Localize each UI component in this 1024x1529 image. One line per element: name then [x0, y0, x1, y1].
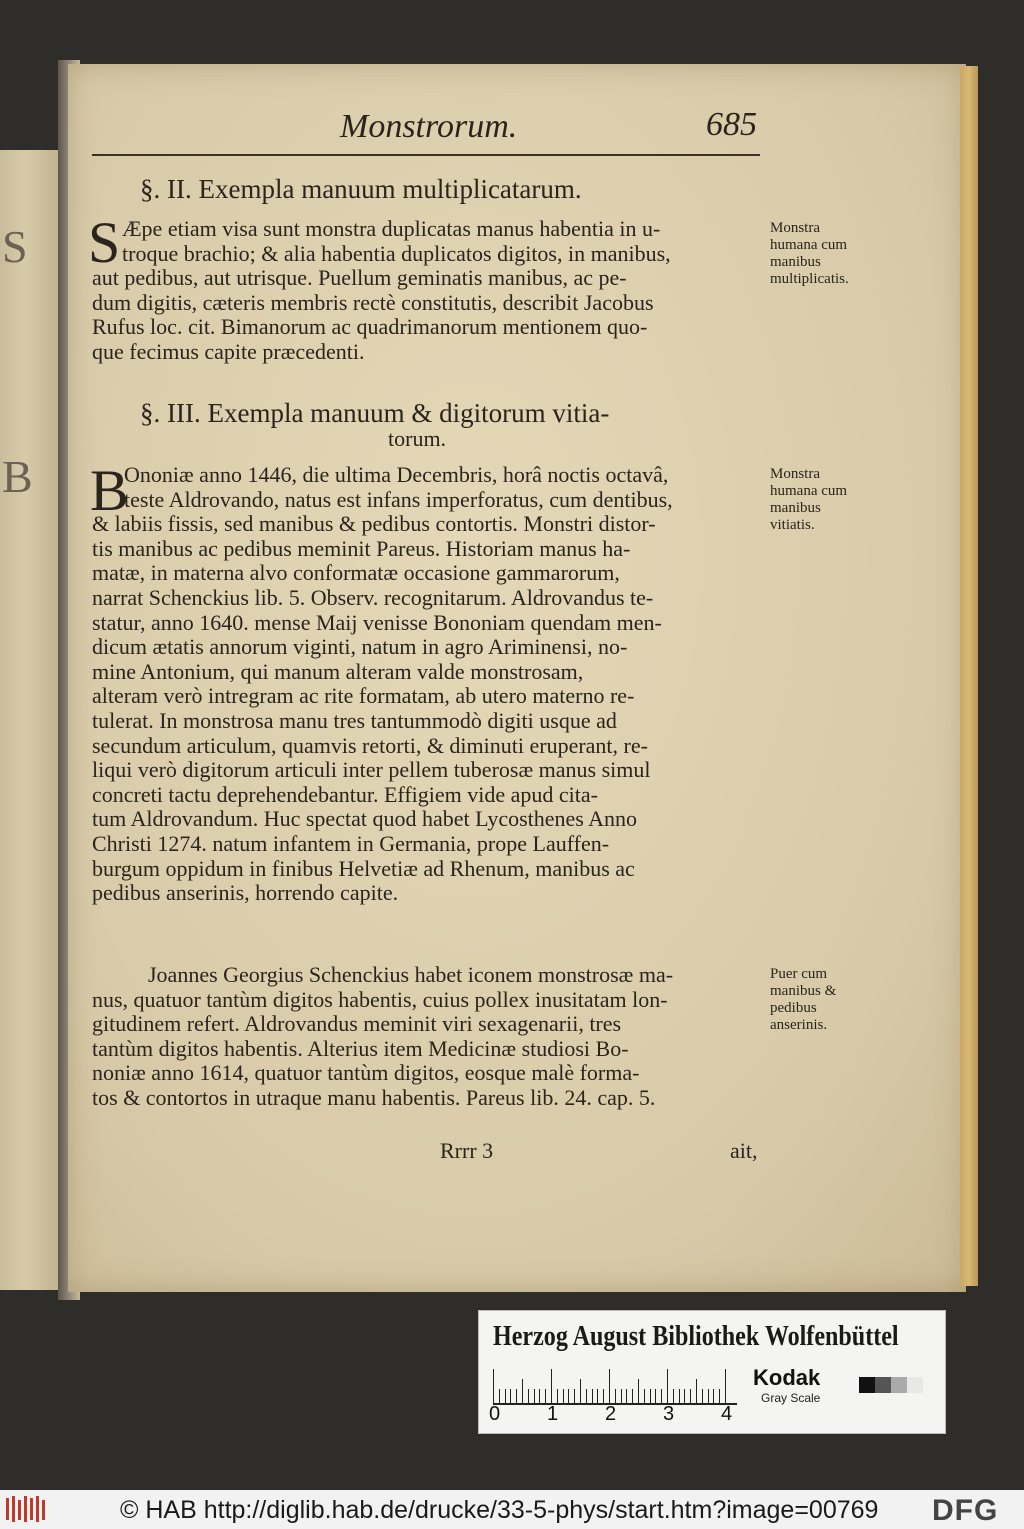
text-line: tulerat. In monstrosa manu tres tantummodò digiti usque ad [92, 708, 617, 733]
facing-page-edge: S B [0, 150, 62, 1290]
ruler-tick [568, 1389, 569, 1403]
text-line: Rufus loc. cit. Bimanorum ac quadrimanorum mentionem quo- [92, 314, 648, 339]
ruler-tick [696, 1379, 697, 1403]
ruler-tick [626, 1389, 627, 1403]
text-line: concreti tactu deprehendebantur. Effigiem vide apud cita- [92, 781, 598, 807]
signature-mark: Rrrr 3 [440, 1138, 494, 1163]
page-fore-edge [960, 66, 978, 1286]
ruler [493, 1367, 737, 1405]
text-line: troque brachio; & alia habentia duplicatos digitos, in manibus, [122, 240, 671, 266]
text-line: narrat Schenckius lib. 5. Observ. recognitarum. Aldrovandus te- [92, 585, 654, 610]
ruler-tick [679, 1389, 680, 1403]
text-line: dum digitis, cæteris membris rectè constitutis, describit Jacobus [92, 289, 654, 315]
kodak-brand: Kodak [753, 1365, 821, 1390]
text-line: Ononiæ anno 1446, die ultima Decembris, horâ noctis octavâ, [124, 462, 669, 487]
text-line: secundum articulum, quamvis retorti, & diminuti eruperant, re- [92, 732, 648, 758]
section-heading-3-line1: §. III. Exempla manuum & digitorum vitia- [140, 398, 610, 428]
ruler-tick [684, 1389, 685, 1403]
ruler-tick [528, 1389, 529, 1403]
ruler-tick [615, 1389, 616, 1403]
ruler-number: 3 [663, 1403, 675, 1425]
footer-url[interactable]: © HAB http://diglib.hab.de/drucke/33-5-phys/start.htm?image=00769 [120, 1496, 879, 1524]
ruler-tick [708, 1389, 709, 1403]
ruler-tick [499, 1389, 500, 1403]
ruler-tick [661, 1389, 662, 1403]
gray-scale-label: Gray Scale [761, 1391, 821, 1405]
ruler-tick [609, 1369, 610, 1403]
ruler-tick [644, 1389, 645, 1403]
ruler-tick [713, 1389, 714, 1403]
text-line: noniæ anno 1614, quatuor tantùm digitos, eosque malè forma- [92, 1060, 640, 1086]
ruler-tick [702, 1389, 703, 1403]
margin-note-3: Puer cum manibus & pedibus anserinis. [770, 966, 837, 1033]
text-line: Christi 1274. natum infantem in Germania, prope Lauffen- [92, 831, 610, 856]
ruler-tick [603, 1389, 604, 1403]
running-head: Monstrorum. [340, 108, 518, 145]
ruler-tick [597, 1389, 598, 1403]
text-line: & labiis fissis, sed manibus & pedibus contortis. Monstri distor- [92, 511, 656, 537]
text-line: Æpe etiam visa sunt monstra duplicatas manus habentia in u- [122, 216, 661, 241]
ruler-tick [667, 1369, 668, 1403]
ruler-tick [539, 1389, 540, 1403]
text-line: teste Aldrovando, natus est infans imperforatus, cum dentibus, [124, 486, 673, 512]
ruler-tick [580, 1379, 581, 1403]
text-line: burgum oppidum in finibus Helvetiæ ad Rhenum, manibus ac [92, 855, 635, 881]
ruler-number: 1 [547, 1403, 559, 1425]
page-number: 685 [706, 106, 757, 143]
ruler-tick [563, 1389, 564, 1403]
drop-initial-s: S [88, 210, 121, 275]
ruler-tick [516, 1389, 517, 1403]
margin-note-2: Monstra humana cum manibus vitiatis. [770, 466, 848, 533]
ruler-tick [586, 1389, 587, 1403]
ruler-tick [574, 1389, 575, 1403]
text-line: pedibus anserinis, horrendo capite. [92, 880, 399, 906]
ruler-tick [505, 1389, 506, 1403]
card-title: Herzog August Bibliothek Wolfenbüttel [493, 1321, 899, 1352]
drop-initial-b: B [90, 458, 129, 523]
text-line: matæ, in materna alvo conformatæ occasione gammarorum, [92, 560, 620, 586]
text-line: que fecimus capite præcedenti. [92, 338, 365, 364]
ruler-tick [690, 1389, 691, 1403]
catchword: ait, [730, 1138, 758, 1163]
gray-swatches [859, 1377, 923, 1398]
margin-note-1: Monstra humana cum manibus multiplicatis. [770, 220, 849, 287]
ruler-tick [650, 1389, 651, 1403]
section-heading-2: §. II. Exempla manuum multiplicatarum. [140, 174, 582, 204]
ruler-tick [551, 1369, 552, 1403]
text-line: gitudinem refert. Aldrovandus meminit viri sexagenarii, tres [92, 1011, 622, 1037]
text-line: tantùm digitos habentis. Alterius item Medicinæ studiosi Bo- [92, 1035, 629, 1061]
ruler-tick [557, 1389, 558, 1403]
text-line: liqui verò digitorum articuli inter pellem tuberosæ manus simul [92, 757, 651, 783]
text-line: aut pedibus, aut utrisque. Puellum geminatis manibus, ac pe- [92, 265, 627, 290]
color-calibration-card [478, 1310, 946, 1434]
dfg-logo: DFG [932, 1494, 999, 1527]
footer-bar [0, 1490, 1024, 1529]
ruler-tick [534, 1389, 535, 1403]
ruler-number: 0 [489, 1403, 501, 1425]
text-line: dicum ætatis annorum viginti, natum in agro Ariminensi, no- [92, 634, 628, 660]
ruler-tick [545, 1389, 546, 1403]
ruler-tick [592, 1389, 593, 1403]
ruler-tick [632, 1389, 633, 1403]
ruler-tick [655, 1389, 656, 1403]
ruler-tick [673, 1389, 674, 1403]
text-line: Joannes Georgius Schenckius habet iconem monstrosæ ma- [148, 962, 674, 987]
text-line: tum Aldrovandum. Huc spectat quod habet Lycosthenes Anno [92, 806, 638, 832]
header-rule [92, 154, 760, 156]
text-line: alteram verò intregram ac rite formatam, ab utero materno re- [92, 683, 635, 709]
text-line: tos & contortos in utraque manu habentis. Pareus lib. 24. cap. 5. [92, 1085, 656, 1110]
text-line: mine Antonium, qui manum alteram valde monstrosam, [92, 658, 584, 684]
ruler-tick [493, 1369, 494, 1403]
ruler-tick [725, 1369, 726, 1403]
hab-logo-icon [6, 1494, 50, 1529]
ruler-tick [638, 1379, 639, 1403]
text-line: statur, anno 1640. mense Maij venisse Bononiam quendam men- [92, 609, 662, 635]
ruler-number: 2 [605, 1403, 617, 1425]
text-line: tis manibus ac pedibus meminit Pareus. Historiam manus ha- [92, 535, 631, 561]
ruler-number: 4 [721, 1403, 733, 1425]
ruler-tick [510, 1389, 511, 1403]
ruler-tick [719, 1389, 720, 1403]
ruler-tick [621, 1389, 622, 1403]
section-heading-3-line2: torum. [388, 426, 447, 451]
ruler-tick [522, 1379, 523, 1403]
text-line: nus, quatuor tantùm digitos habentis, cuius pollex inusitatam lon- [92, 986, 668, 1012]
